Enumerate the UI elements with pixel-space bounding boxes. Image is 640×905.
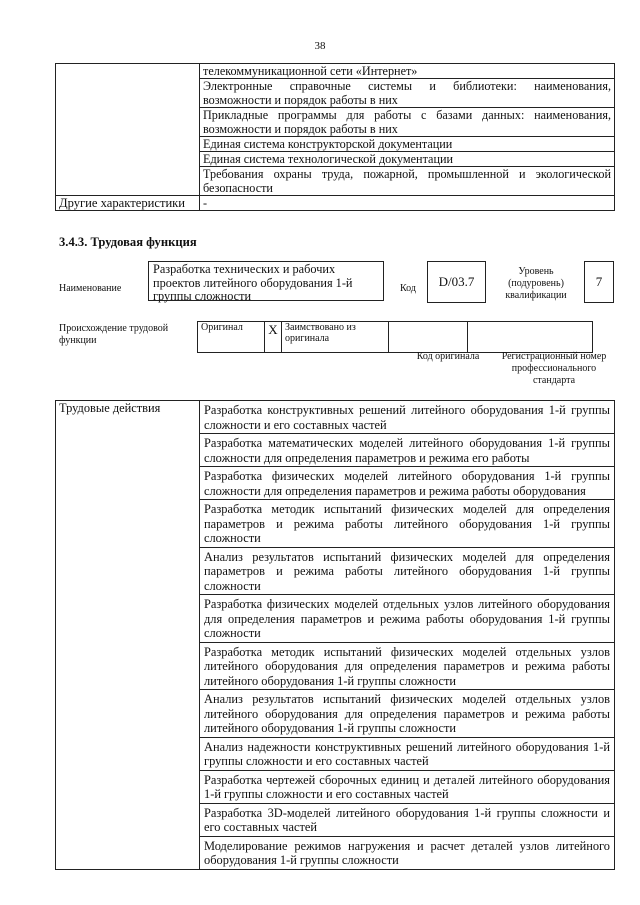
table-row: [198, 322, 593, 353]
labor-actions-label: Трудовые действия: [56, 401, 200, 870]
function-code-value: D/03.7: [427, 261, 486, 303]
list-item: Разработка физических моделей отдельных узлов литейного оборудования для определения параметров и режима работы оборудования 1-й группы сложности: [200, 595, 615, 643]
origin-label: Происхождение трудовой функции: [59, 323, 169, 346]
table-cell: Единая система технологической документации: [200, 152, 615, 167]
list-item: Разработка математических моделей литейного оборудования 1-й группы сложности для определения параметров и режима его работы: [200, 434, 615, 467]
origin-table: [197, 321, 593, 353]
table-cell: Электронные справочные системы и библиотеки: наименования, возможности и порядок работы в них: [200, 79, 615, 108]
function-name-value: Разработка технических и рабочих проектов литейного оборудования 1-й группы сложности: [148, 261, 384, 301]
original-code-caption: Код оригинала: [416, 351, 480, 362]
table-cell: -: [200, 196, 615, 211]
table-row: [56, 401, 615, 434]
knowledge-table: [55, 63, 615, 211]
table-cell: Прикладные программы для работы с базами данных: наименования, возможности и порядок работы в них: [200, 108, 615, 137]
labor-actions-table: [55, 400, 615, 870]
list-item: Разработка чертежей сборочных единиц и деталей литейного оборудования 1-й группы сложности и его составных частей: [200, 770, 615, 803]
table-cell: Требования охраны труда, пожарной, промышленной и экологической безопасности: [200, 167, 615, 196]
list-item: Анализ результатов испытаний физических моделей отдельных узлов литейного оборудования для определения параметров и режима работы литейного оборудования 1-й группы сложности: [200, 690, 615, 738]
table-cell: Единая система конструкторской документации: [200, 137, 615, 152]
list-item: Разработка методик испытаний физических моделей для определения параметров и режима работы литейного оборудования 1-й группы сложности: [200, 500, 615, 548]
list-item: Разработка 3D-моделей литейного оборудования 1-й группы сложности и его составных частей: [200, 803, 615, 836]
table-row: [56, 64, 615, 79]
qualification-level-label: Уровень (подуровень) квалификации: [505, 266, 567, 301]
table-cell-empty: [56, 64, 200, 196]
reg-number-caption: Регистрационный номер профессионального стандарта: [501, 351, 607, 386]
original-code-cell: [389, 322, 468, 353]
list-item: Разработка физических моделей литейного оборудования 1-й группы сложности для определения параметров и режима работы оборудования: [200, 467, 615, 500]
section-heading: 3.4.3. Трудовая функция: [59, 235, 197, 249]
list-item: Разработка методик испытаний физических моделей отдельных узлов литейного оборудования для определения параметров и режима работы литейного оборудования 1-й группы сложности: [200, 642, 615, 690]
name-label: Наименование: [59, 283, 122, 294]
table-cell: телекоммуникационной сети «Интернет»: [200, 64, 615, 79]
original-label: Оригинал: [198, 322, 265, 353]
reg-number-cell: [468, 322, 593, 353]
borrowed-label: Заимствовано из оригинала: [282, 322, 389, 353]
list-item: Анализ надежности конструктивных решений литейного оборудования 1-й группы сложности и его составных частей: [200, 737, 615, 770]
code-label: Код: [400, 283, 416, 294]
list-item: Разработка конструктивных решений литейного оборудования 1-й группы сложности и его составных частей: [200, 401, 615, 434]
original-mark: X: [265, 322, 282, 353]
list-item: Анализ результатов испытаний физических моделей для определения параметров и режима работы литейного оборудования 1-й группы сложности: [200, 547, 615, 595]
qualification-level-value: 7: [584, 261, 614, 303]
list-item: Моделирование режимов нагружения и расчет деталей узлов литейного оборудования 1-й группы сложности: [200, 836, 615, 869]
other-characteristics-label: Другие характеристики: [56, 196, 200, 211]
table-row: [56, 196, 615, 211]
page-number: 38: [314, 40, 326, 52]
